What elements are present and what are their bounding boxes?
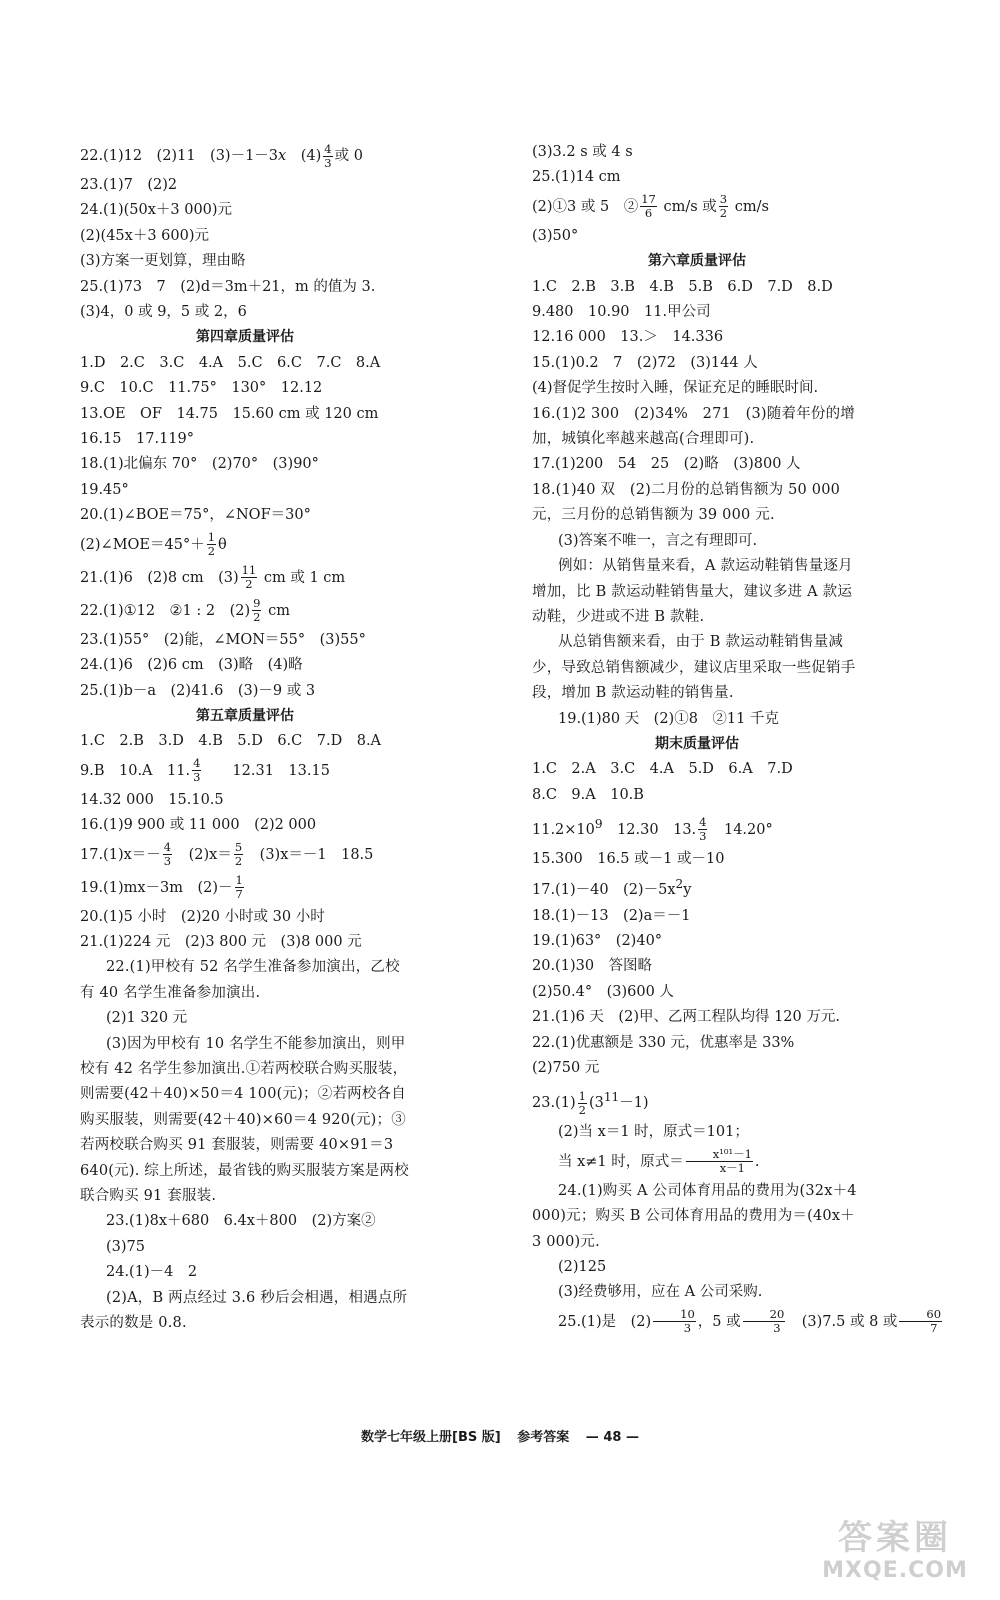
answer-paragraph: 24.(1)购买 A 公司体育用品的费用为(32x＋4 000)元；购买 B 公司体育用品的费用为＝(40x＋3 000)元. <box>532 1182 857 1250</box>
answer-line: 18.(1)－13 (2)a＝－1 <box>532 907 691 924</box>
answer-line: 13.OE OF 14.75 15.60 cm 或 120 cm <box>80 405 379 422</box>
answer-paragraph: 从总销售额来看，由于 B 款运动鞋销售量减少，导致总销售额减少，建议店里采取一些促销手段，增加 B 款运动鞋的销售量. <box>532 634 856 702</box>
section-title-chapter4: 第四章质量评估 <box>196 329 294 346</box>
fraction: $\frac{60}{7}$ <box>899 1308 942 1335</box>
fraction: $\frac{9}{2}$ <box>253 596 261 625</box>
answer-line: (2)1 320 元 <box>106 1010 188 1027</box>
answer-line: 23.(1)55° (2)能，∠MON＝55° (3)55° <box>80 631 366 648</box>
answer-line: 19.(1)mx－3m (2)－ $\frac{1}{7}$ <box>80 873 243 902</box>
answer-line: (2)当 x＝1 时，原式＝101； <box>558 1124 749 1141</box>
fraction: $\frac{20}{3}$ <box>743 1308 786 1335</box>
answer-paragraph: 18.(1)40 双 (2)二月份的总销售额为 50 000 元，三月份的总销售额为 39 000 元. <box>532 481 841 524</box>
fraction: $\frac{10}{3}$ <box>653 1308 696 1335</box>
answer-line: (4)督促学生按时入睡，保证充足的睡眠时间. <box>532 380 819 397</box>
answer-line: 23.(1) $\frac{1}{2}$ $(3^{11}-1)$ <box>532 1088 649 1117</box>
answer-line: (3)4，0 或 9，5 或 2，6 <box>80 304 247 321</box>
page-footer <box>0 1426 1000 1445</box>
answer-line: (3)75 <box>106 1238 145 1255</box>
answer-line: 21.(1)6 天 (2)甲、乙两工程队均得 120 万元. <box>532 1009 840 1026</box>
answer-line: 当 x≠1 时，原式＝ $\frac{\text{x¹⁰¹－1}}{x-1}$ . <box>558 1147 760 1176</box>
answer-paragraph: 16.(1)2 300 (2)34% 271 (3)随着年份的增加，城镇化率越来越高(合理即可). <box>532 405 855 448</box>
answer-line: 1.C 2.B 3.B 4.B 5.B 6.D 7.D 8.D <box>532 278 833 295</box>
section-title-chapter5: 第五章质量评估 <box>196 707 294 724</box>
right-column <box>532 140 942 1339</box>
answer-line: (2)(45x＋3 600)元 <box>80 227 209 244</box>
answer-line: 25.(1)是 (2) $\frac{10}{3}$ ，5 或 $\frac{20}{3}$ (3)7.5 或 8 或 $\frac{60}{7}$ <box>558 1307 942 1336</box>
left-column <box>80 140 410 1336</box>
answer-line: 23.(1)8x＋680 6.4x＋800 (2)方案② <box>106 1213 376 1230</box>
watermark-logo <box>800 1518 990 1590</box>
answer-line: (3)经费够用，应在 A 公司采购. <box>558 1284 763 1301</box>
answer-line: 1.C 2.B 3.D 4.B 5.D 6.C 7.D 8.A <box>80 733 382 750</box>
fraction: $\frac{4}{3}$ <box>193 756 201 785</box>
answer-line: 24.(1)6 (2)6 cm (3)略 (4)略 <box>80 657 303 674</box>
answer-paragraph: 22.(1)甲校有 52 名学生准备参加演出，乙校有 40 名学生准备参加演出. <box>80 959 400 1001</box>
answer-line: 24.(1)－4 2 <box>106 1264 198 1281</box>
fraction: $\frac{1}{2}$ <box>578 1088 586 1117</box>
footer-book-title: 数学七年级上册[BS 版] <box>361 1430 501 1445</box>
fraction: $\frac{3}{2}$ <box>719 192 728 221</box>
answer-line: 16.(1)9 900 或 11 000 (2)2 000 <box>80 817 317 834</box>
answer-line: 25.(1)14 cm <box>532 169 621 186</box>
answer-line: 1.C 2.A 3.C 4.A 5.D 6.A 7.D <box>532 761 793 778</box>
fraction: $\frac{11}{2}$ <box>241 563 257 592</box>
answer-paragraph: 例如：从销售量来看，A 款运动鞋销售量逐月增加，比 B 款运动鞋销售量大，建议多进 A 款运动鞋，少进或不进 B 款鞋. <box>532 558 853 625</box>
fraction: $\frac{4}{3}$ <box>324 141 332 170</box>
fraction: $\frac{1}{2}$ <box>207 530 216 559</box>
answer-line: 15.300 16.5 或－1 或－10 <box>532 850 725 867</box>
answer-line: 20.(1)∠BOE＝75°，∠NOF＝30° <box>80 507 311 524</box>
footer-section: 参考答案 <box>517 1430 570 1445</box>
answer-line: 24.(1)(50x＋3 000)元 <box>80 202 233 219</box>
answer-line: (2)∠MOE＝45°＋ $\frac{1}{2}$ θ <box>80 530 227 559</box>
answer-line: (2)125 <box>558 1258 607 1275</box>
answer-line: 17.(1)－40 $(2)-5x^2y$ <box>532 877 692 899</box>
answer-line: 18.(1)北偏东 70° (2)70° (3)90° <box>80 456 319 473</box>
answer-line: (2)①3 或 5 ② $\frac{17}{6}$ cm/s 或 $\frac{3}{2}$ cm/s <box>532 192 769 221</box>
answer-line: 19.45° <box>80 481 129 498</box>
answer-line: 19.(1)80 天 (2)①8 ②11 千克 <box>558 710 779 727</box>
answer-line: 16.15 17.119° <box>80 431 194 448</box>
answer-line: (3)方案一更划算，理由略 <box>80 253 246 270</box>
watermark-url: MXQE.COM <box>822 1558 968 1583</box>
answer-line: 9.480 10.90 11.甲公司 <box>532 304 711 321</box>
answer-line: 22.(1)优惠额是 330 元，优惠率是 33% <box>532 1034 795 1051</box>
answer-line: 12.16 000 13.＞ 14.336 <box>532 329 724 346</box>
answer-line: 21.(1)224 元 (2)3 800 元 (3)8 000 元 <box>80 933 362 950</box>
answer-line: 15.(1)0.2 7 (2)72 (3)144 人 <box>532 354 758 371</box>
answer-paragraph: (3)因为甲校有 10 名学生不能参加演出，则甲校有 42 名学生参加演出.①若两校联合购买服装，则需要(42＋40)×50＝4 100(元)；②若两校各自购买服装，则需要(42＋40)×60＝4 920(元)；③若两校联合购买 91 套服装，则需要 40×91＝3 640(元). 综上所述，最省钱的购买服装方案是两校联合购买 91 套服装. <box>80 1035 409 1204</box>
answer-line: 22.(1)①12 ②1 : 2 (2) $\frac{9}{2}$ cm <box>80 596 290 625</box>
answer-line: 1.D 2.C 3.C 4.A 5.C 6.C 7.C 8.A <box>80 354 381 371</box>
answer-line: 21.(1)6 (2)8 cm (3) $\frac{11}{2}$ cm 或 1 cm <box>80 563 346 592</box>
answer-line: 23.(1)7 (2)2 <box>80 177 178 193</box>
answer-line: 14.32 000 15.10.5 <box>80 791 224 808</box>
fraction: $\frac{5}{2}$ <box>234 840 243 869</box>
answer-line: 20.(1)30 答图略 <box>532 958 653 975</box>
answer-line: (3)3.2 s 或 4 s <box>532 144 633 160</box>
answer-line: $11.2\times 10^9$ 12.30 13. $\frac{4}{3}$ 14.20° <box>532 815 773 844</box>
answer-line: (3)答案不唯一，言之有理即可. <box>558 532 758 549</box>
answer-line: (2)50.4° (3)600 人 <box>532 983 674 1000</box>
answer-line: 22.(1)12 (2)11 (3)－1－3x (4) $\frac{4}{3}$ 或 0 <box>80 141 363 170</box>
answer-line: 9.B 10.A 11. $\frac{4}{3}$ 12.31 13.15 <box>80 756 330 785</box>
section-title-chapter6: 第六章质量评估 <box>648 253 746 270</box>
fraction: $\frac{\text{x¹⁰¹－1}}{x-1}$ <box>686 1148 753 1175</box>
page-number: — 48 — <box>585 1430 639 1445</box>
answer-line: 9.C 10.C 11.75° 130° 12.12 <box>80 380 323 397</box>
answer-line: 17.(1)x＝－ $\frac{4}{3}$ (2)x＝ $\frac{5}{2}$ (3)x＝－1 18.5 <box>80 840 374 869</box>
answer-line: 8.C 9.A 10.B <box>532 786 644 803</box>
answer-paragraph: (2)A，B 两点经过 3.6 秒后会相遇，相遇点所表示的数是 0.8. <box>80 1289 408 1332</box>
fraction: $\frac{4}{3}$ <box>163 840 172 869</box>
fraction: $\frac{4}{3}$ <box>699 815 707 844</box>
answer-line: 19.(1)63° (2)40° <box>532 933 663 950</box>
answer-line: (2)750 元 <box>532 1060 600 1077</box>
fraction: $\frac{1}{7}$ <box>235 873 243 902</box>
watermark-text: 答案圈 <box>838 1518 952 1558</box>
answer-line: 25.(1)73 7 (2)d＝3m＋21，m 的值为 3. <box>80 278 376 295</box>
answer-line: 17.(1)200 54 25 (2)略 (3)800 人 <box>532 456 801 473</box>
section-title-final: 期末质量评估 <box>655 735 739 752</box>
answer-line: 20.(1)5 小时 (2)20 小时或 30 小时 <box>80 908 325 925</box>
answer-line: (3)50° <box>532 227 579 244</box>
fraction: $\frac{17}{6}$ <box>641 192 656 221</box>
answer-line: 25.(1)b－a (2)41.6 (3)－9 或 3 <box>80 682 316 699</box>
